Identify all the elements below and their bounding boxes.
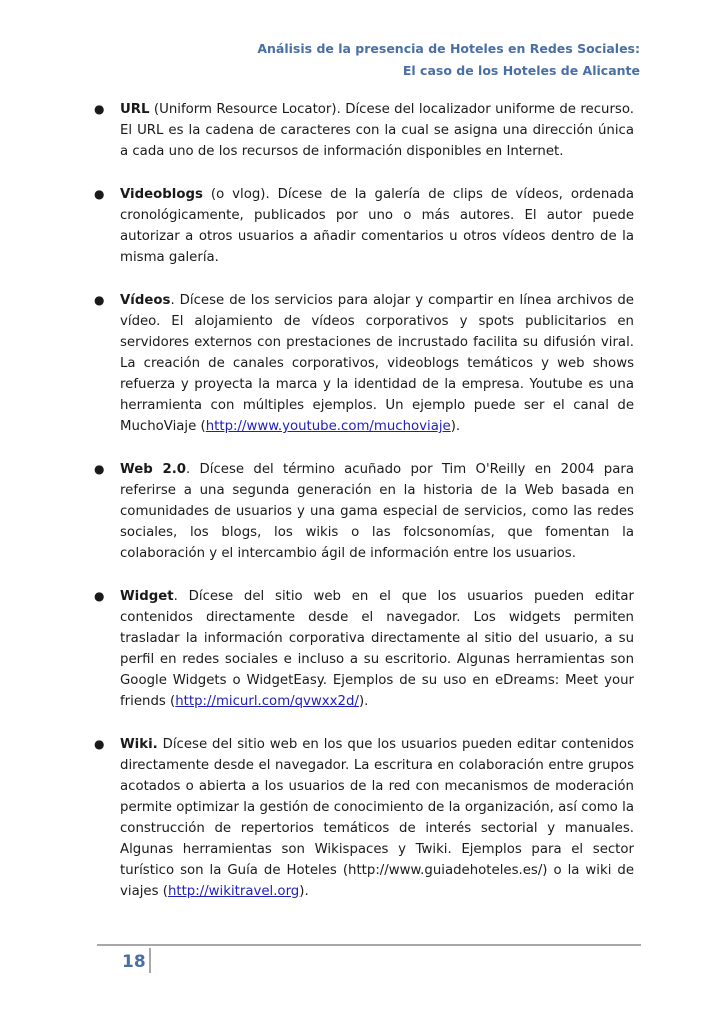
glossary-definition [120, 99, 634, 162]
glossary-item-videos [94, 290, 634, 437]
bullet-icon: ● [94, 187, 105, 201]
page-header [80, 38, 640, 82]
glossary-term: Videoblogs [120, 187, 203, 202]
bullet-icon: ● [94, 293, 105, 307]
footer-divider [97, 944, 641, 946]
glossary-term: Widget [120, 589, 174, 604]
page-number-divider [149, 948, 151, 973]
wikitravel-link[interactable]: http://wikitravel.org [167, 884, 300, 899]
glossary-item-wiki [94, 734, 634, 902]
youtube-link[interactable]: http://www.youtube.com/muchoviaje [205, 419, 451, 434]
glossary-item-widget [94, 586, 634, 712]
definition-text: . Dícese de los servicios para alojar y compartir en línea archivos de vídeo. El alojamiento de vídeos corporativos y spots publicitarios en servidores externos con prestaciones de incrustado facilita su difusión viral. La creación de canales corporativos, videoblogs temáticos y web shows refuerza y proyecta la marca y la identidad de la empresa. Youtube es una herramienta con múltiples ejemplos. Un ejemplo puede ser el canal de MuchoViaje ( [120, 293, 634, 434]
glossary-definition [120, 586, 634, 712]
glossary-term: Wiki. [120, 737, 158, 752]
glossary-list [94, 99, 634, 924]
glossary-definition [120, 290, 634, 437]
bullet-icon: ● [94, 589, 105, 603]
definition-text: . Dícese del sitio web en el que los usuarios pueden editar contenidos directamente desde el navegador. Los widgets permiten trasladar la información corporativa directamente al sitio del usuario, a su perfil en redes sociales e incluso a su escritorio. Algunas herramientas son Google Widgets o WidgetEasy. Ejemplos de su uso en eDreams: Meet your friends ( [120, 589, 634, 709]
bullet-icon: ● [94, 737, 105, 751]
header-title-line-1: Análisis de la presencia de Hoteles en Redes Sociales: [257, 41, 640, 56]
bullet-icon: ● [94, 102, 105, 116]
glossary-term: Vídeos [120, 293, 171, 308]
bullet-icon: ● [94, 462, 105, 476]
glossary-item-url [94, 99, 634, 162]
definition-text-end: ). [299, 884, 309, 899]
glossary-item-web20 [94, 459, 634, 564]
glossary-definition [120, 734, 634, 902]
glossary-definition [120, 184, 634, 268]
definition-text: Dícese del sitio web en los que los usuarios pueden editar contenidos directamente desde el navegador. La escritura en colaboración entre grupos acotados o abierta a los usuarios de la red con mecanismos de moderación permite optimizar la gestión de conocimiento de la organización, así como la construcción de repertorios temáticos de interés sectorial y manuales. Algunas herramientas son Wikispaces y Twiki. Ejemplos para el sector turístico son la Guía de Hoteles (http://www.guiadehoteles.es/) o la wiki de viajes ( [120, 737, 634, 899]
definition-text-end: ). [450, 419, 461, 434]
glossary-term: URL [120, 102, 150, 117]
definition-text-end: ). [358, 694, 369, 709]
micurl-link[interactable]: http://micurl.com/qvwxx2d/ [175, 694, 359, 709]
header-title-line-2: El caso de los Hoteles de Alicante [402, 63, 640, 78]
definition-text: (o vlog). Dícese de la galería de clips de vídeos, ordenada cronológicamente, publicados por uno o más autores. El autor puede autorizar a otros usuarios a añadir comentarios u otros vídeos dentro de la misma galería. [120, 187, 634, 265]
glossary-term: Web 2.0 [120, 462, 186, 477]
glossary-item-videoblogs [94, 184, 634, 268]
page-number: 18 [122, 952, 146, 972]
definition-text: . Dícese del término acuñado por Tim O'Reilly en 2004 para referirse a una segunda generación en la historia de la Web basada en comunidades de usuarios y una gama especial de servicios, como las redes sociales, los blogs, los wikis o las folcsonomías, que fomentan la colaboración y el intercambio ágil de información entre los usuarios. [120, 462, 634, 561]
glossary-definition [120, 459, 634, 564]
definition-text: (Uniform Resource Locator). Dícese del localizador uniforme de recurso. El URL es la cadena de caracteres con la cual se asigna una dirección única a cada uno de los recursos de información disponibles en Internet. [120, 102, 634, 159]
